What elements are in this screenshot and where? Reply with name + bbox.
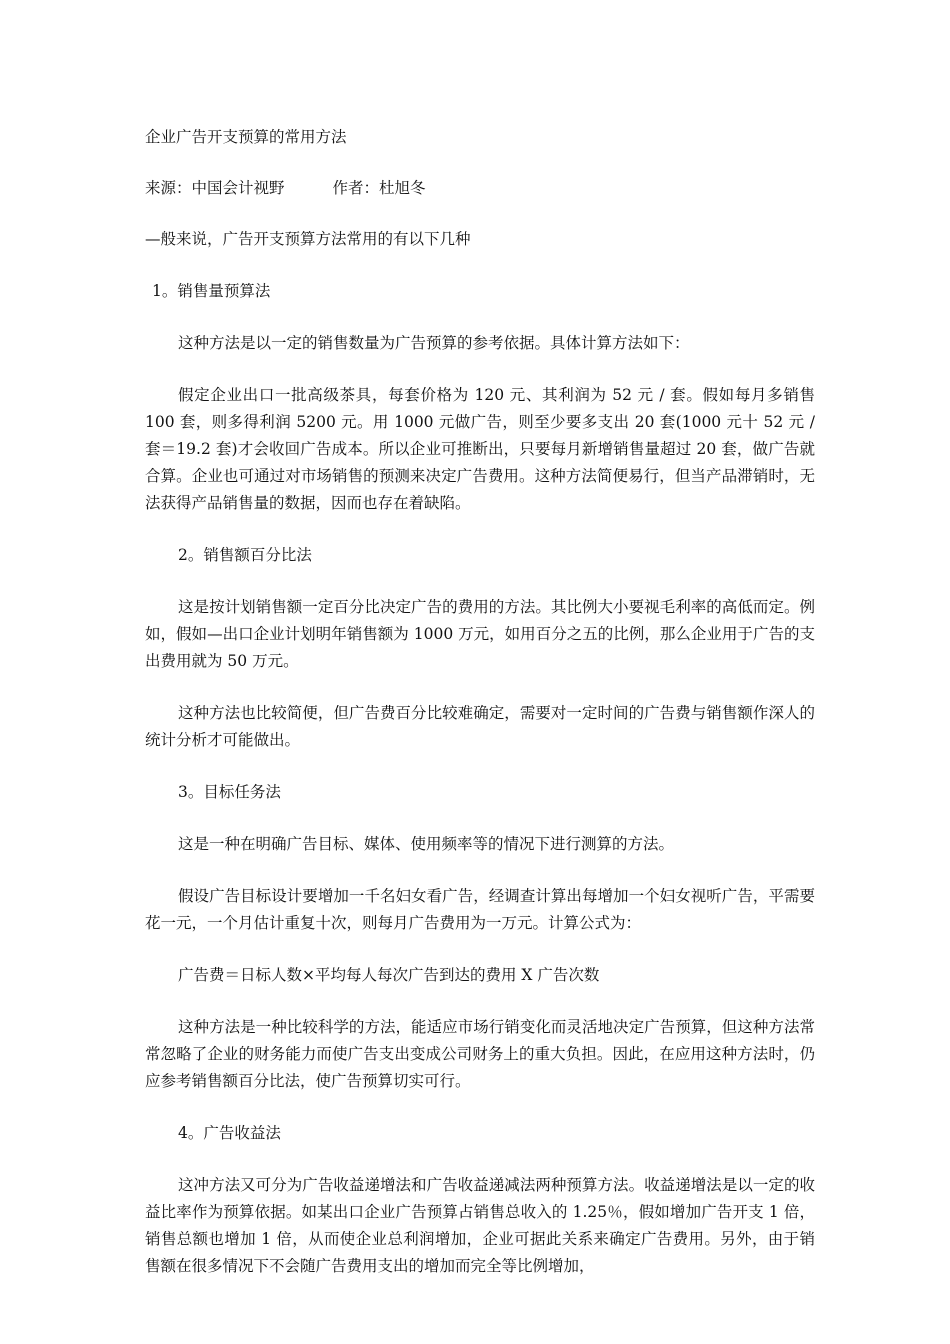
paragraph: 假设广告目标设计要增加一千名妇女看广告，经调查计算出每增加一个妇女视听广告，平需要花一元，一个月估计重复十次，则每月广告费用为一万元。计算公式为： bbox=[145, 887, 815, 932]
intro-paragraph: —般来说，广告开支预算方法常用的有以下几种 bbox=[145, 230, 471, 248]
paragraph: 这种方法是以一定的销售数量为广告预算的参考依据。具体计算方法如下： bbox=[178, 334, 690, 352]
paragraph: 这种方法是一种比较科学的方法，能适应市场行销变化而灵活地决定广告预算，但这种方法常常忽略了企业的财务能力而使广告支出变成公司财务上的重大负担。因此，在应用这种方法时，仍应参考销售额百分比法，使广告预算切实可行。 bbox=[145, 1018, 815, 1090]
source-line bbox=[145, 175, 815, 202]
paragraph: 这种方法也比较简便，但广告费百分比较难确定，需要对一定时间的广告费与销售额作深人的统计分析才可能做出。 bbox=[145, 704, 815, 749]
source-label: 来源：中国会计视野 bbox=[145, 179, 285, 197]
section-heading-sales-volume: 1。销售量预算法 bbox=[152, 282, 271, 300]
paragraph: 这是按计划销售额一定百分比决定广告的费用的方法。其比例大小要视毛利率的高低而定。例如，假如—出口企业计划明年销售额为 1000 万元，如用百分之五的比例，那么企业用于广告的支出费用就为 50 万元。 bbox=[145, 598, 815, 670]
paragraph: 假定企业出口一批高级茶具，每套价格为 120 元、其利润为 52 元 / 套。假如每月多销售 100 套，则多得利润 5200 元。用 1000 元做广告，则至少要多支出 20 套(1000 元十 52 元 / 套＝19.2 套)才会收回广告成本。所以企业可推断出，只要每月新增销售量超过 20 套，做广告就合算。企业也可通过对市场销售的预测来决定广告费用。这种方法简便易行，但当产品滞销时，无法获得产品销售量的数据，因而也存在着缺陷。 bbox=[145, 386, 820, 512]
author-label: 作者：杜旭冬 bbox=[332, 179, 426, 197]
formula-line: 广告费＝日标人数×平均每人每次广告到达的费用 X 广告次数 bbox=[178, 966, 600, 984]
document-title: 企业广告开支预算的常用方法 bbox=[145, 128, 347, 146]
section-heading-sales-percentage: 2。销售额百分比法 bbox=[178, 546, 312, 564]
paragraph: 这冲方法又可分为广告收益递增法和广告收益递减法两种预算方法。收益递增法是以一定的收益比率作为预算依据。如某出口企业广告预算占销售总收入的 1.25％，假如增加广告开支 1 倍，销售总额也增加 1 倍，从而使企业总利润增加，企业可据此关系来确定广告费用。另外，由于销售额在很多情况下不会随广告费用支出的增加而完全等比例增加， bbox=[145, 1176, 815, 1275]
section-heading-ad-return: 4。广告收益法 bbox=[178, 1124, 281, 1142]
paragraph: 这是一种在明确广告目标、媒体、使用频率等的情况下进行测算的方法。 bbox=[178, 835, 675, 853]
document-body bbox=[145, 124, 820, 1305]
section-heading-objective-task: 3。目标任务法 bbox=[178, 783, 281, 801]
